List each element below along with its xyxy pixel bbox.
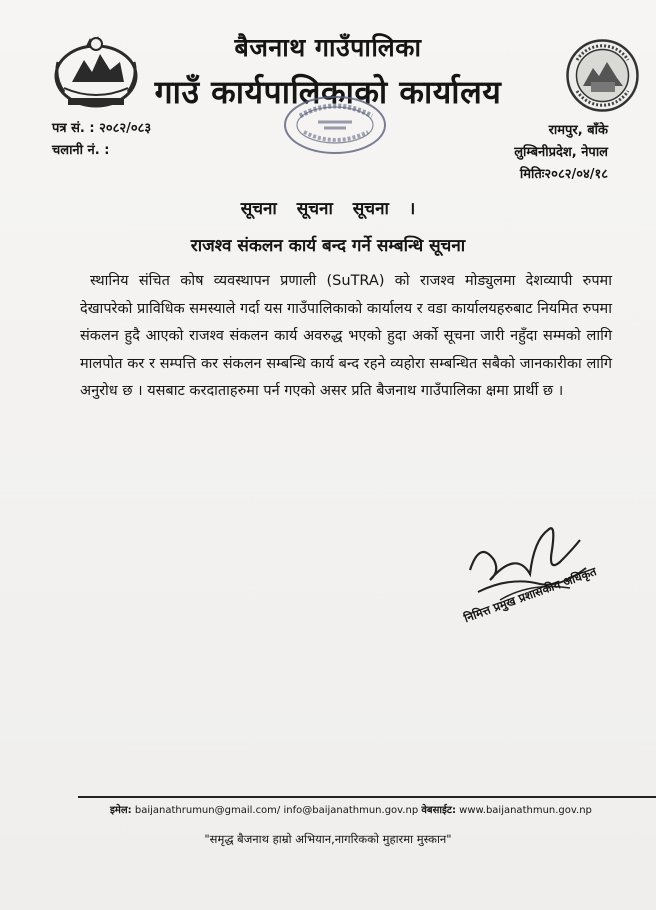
reference-label: पत्र सं. : [52,121,95,136]
website-value: www.baijanathmun.gov.np [459,805,592,816]
footer-divider [78,796,656,798]
signatory-title: निमित्त प्रमुख प्रशासकीय अधिकृत [462,564,599,626]
dispatch-number [52,140,109,158]
dispatch-label: चलानी नं. : [52,143,110,158]
email-values: baijanathrumun@gmail.com/ info@baijanathmun.gov.np [134,805,419,816]
notice-subject: राजश्व संकलन कार्य बन्द गर्ने सम्बन्धि सूचना [190,236,466,256]
email-label: इमेल: [110,805,132,816]
notice-heading: सूचना सूचना सूचना । [240,199,416,219]
municipality-seal-icon [565,38,640,113]
footer-contact [110,802,592,816]
letter-date [520,164,608,182]
website-label: वेबसाईट: [421,805,456,816]
footer-motto: "समृद्ध बैजनाथ हाम्रो अभियान,नागरिकको मुहारमा मुस्कान" [204,832,452,846]
office-stamp-icon [280,92,390,158]
org-name: बैजनाथ गाउँपालिका [234,33,422,62]
address-line-2: लुम्बिनीप्रदेश, नेपाल [514,145,608,160]
reference-value: २०८२/०८३ [99,121,152,136]
notice-body: स्थानिय संचित कोष व्यवस्थापन प्रणाली (SuTRA) को राजश्व मोड्युलमा देशव्यापी रुपमा देखापरेको प्राविधिक समस्याले गर्दा यस गाउँपालिकाको कार्यालय र वडा कार्यालयहरुबाट नियमित रुपमा संकलन हुदै आएको राजश्व संकलन कार्य अवरुद्ध भएको हुदा अर्को सूचना जारी नहुँदा सम्मको लागि मालपोत कर र सम्पत्ति कर संकलन सम्बन्धि कार्य बन्द रहने व्यहोरा सम्बन्धित सबैको जानकारीका लागि अनुरोध छ । यसबाट करदाताहरुमा पर्न गएको असर प्रति बैजनाथ गाउँपालिका क्षमा प्रार्थी छ । [80,273,612,399]
date-value: २०८२/०४/१८ [544,167,608,182]
address-line-1: रामपुर, बाँके [548,123,608,138]
date-label: मितिः [519,167,545,182]
office-name: गाउँ कार्यपालिकाको कार्यालय [154,73,502,111]
reference-number [52,118,151,136]
